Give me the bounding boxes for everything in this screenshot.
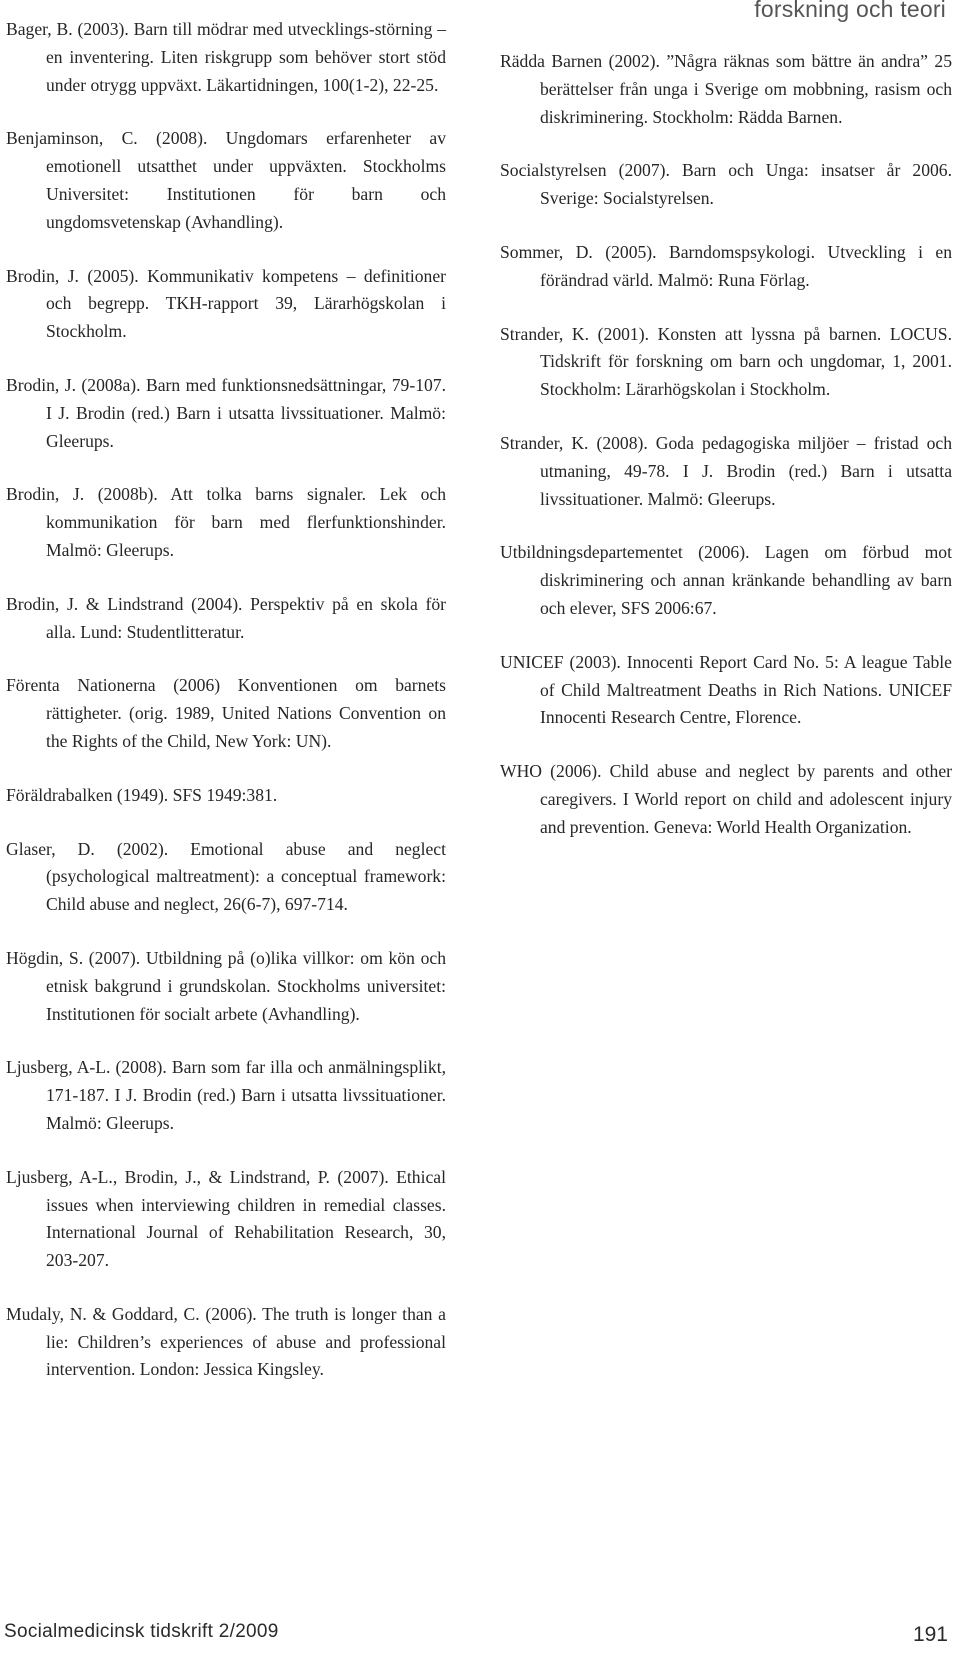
reference-item: Brodin, J. (2005). Kommunikativ kompetens – definitioner och begrepp. TKH-rapport 39, Lärarhögskolan i Stockholm. (6, 265, 446, 342)
reference-item: Ljusberg, A-L., Brodin, J., & Lindstrand, P. (2007). Ethical issues when interviewing children in remedial classes. International Journal of Rehabilitation Research, 30, 203-207. (6, 1166, 446, 1271)
reference-item: Bager, B. (2003). Barn till mödrar med utvecklings-störning – en inventering. Liten riskgrupp som behöver stort stöd under otrygg uppväxt. Läkartidningen, 100(1-2), 22-25. (6, 19, 446, 95)
reference-item: Föräldrabalken (1949). SFS 1949:381. (6, 784, 278, 805)
reference-item: Sommer, D. (2005). Barndomspsykologi. Utveckling i en förändrad värld. Malmö: Runa Förlag. (500, 241, 952, 290)
reference-list-left (6, 16, 446, 1410)
reference-item: WHO (2006). Child abuse and neglect by parents and other caregivers. I World report on child and adolescent injury and prevention. Geneva: World Health Organization. (500, 761, 952, 837)
reference-item: Utbildningsdepartementet (2006). Lagen om förbud mot diskriminering och annan kränkande behandling av barn och elever, SFS 2006:67. (500, 542, 952, 618)
reference-item: Glaser, D. (2002). Emotional abuse and neglect (psychological maltreatment): a conceptual framework: Child abuse and neglect, 26(6-7), 697-714. (6, 838, 446, 915)
journal-title: Socialmedicinsk tidskrift 2/2009 (4, 1621, 279, 1642)
reference-item: Brodin, J. & Lindstrand (2004). Perspektiv på en skola för alla. Lund: Studentlitteratur. (6, 593, 446, 642)
reference-item: Strander, K. (2008). Goda pedagogiska miljöer – fristad och utmaning, 49-78. I J. Brodin (red.) Barn i utsatta livssituationer. Malmö: Gleerups. (500, 432, 952, 509)
reference-list-right (500, 48, 952, 868)
reference-item: Förenta Nationerna (2006) Konventionen om barnets rättigheter. (orig. 1989, United Nations Convention on the Rights of the Child, New York: UN). (6, 675, 446, 751)
page-number: 191 (912, 1623, 948, 1646)
reference-item: Rädda Barnen (2002). ”Några räknas som bättre än andra” 25 berättelser från unga i Sverige om mobbning, rasism och diskriminering. Stockholm: Rädda Barnen. (500, 51, 952, 127)
reference-item: Mudaly, N. & Goddard, C. (2006). The truth is longer than a lie: Children’s experiences of abuse and professional intervention. London: Jessica Kingsley. (6, 1303, 446, 1380)
section-header: forskning och teori (754, 0, 946, 22)
reference-item: Strander, K. (2001). Konsten att lyssna på barnen. LOCUS. Tidskrift för forskning om barn och ungdomar, 1, 2001. Stockholm: Lärarhögskolan i Stockholm. (500, 323, 952, 400)
reference-item: Benjaminson, C. (2008). Ungdomars erfarenheter av emotionell utsatthet under uppväxten. Stockholms Universitet: Institutionen för barn och ungdomsvetenskap (Avhandling). (6, 128, 446, 232)
reference-item: UNICEF (2003). Innocenti Report Card No. 5: A league Table of Child Maltreatment Deaths in Rich Nations. UNICEF Innocenti Research Centre, Florence. (500, 651, 952, 728)
reference-item: Högdin, S. (2007). Utbildning på (o)lika villkor: om kön och etnisk bakgrund i grundskolan. Stockholms universitet: Institutionen för socialt arbete (Avhandling). (6, 947, 446, 1024)
reference-item: Socialstyrelsen (2007). Barn och Unga: insatser år 2006. Sverige: Socialstyrelsen. (500, 160, 952, 209)
reference-item: Brodin, J. (2008b). Att tolka barns signaler. Lek och kommunikation för barn med flerfunktionshinder. Malmö: Gleerups. (6, 484, 446, 560)
reference-item: Brodin, J. (2008a). Barn med funktionsnedsättningar, 79-107. I J. Brodin (red.) Barn i utsatta livssituationer. Malmö: Gleerups. (6, 374, 446, 451)
reference-item: Ljusberg, A-L. (2008). Barn som far illa och anmälningsplikt, 171-187. I J. Brodin (red.) Barn i utsatta livssituationer. Malmö: Gleerups. (6, 1057, 446, 1133)
